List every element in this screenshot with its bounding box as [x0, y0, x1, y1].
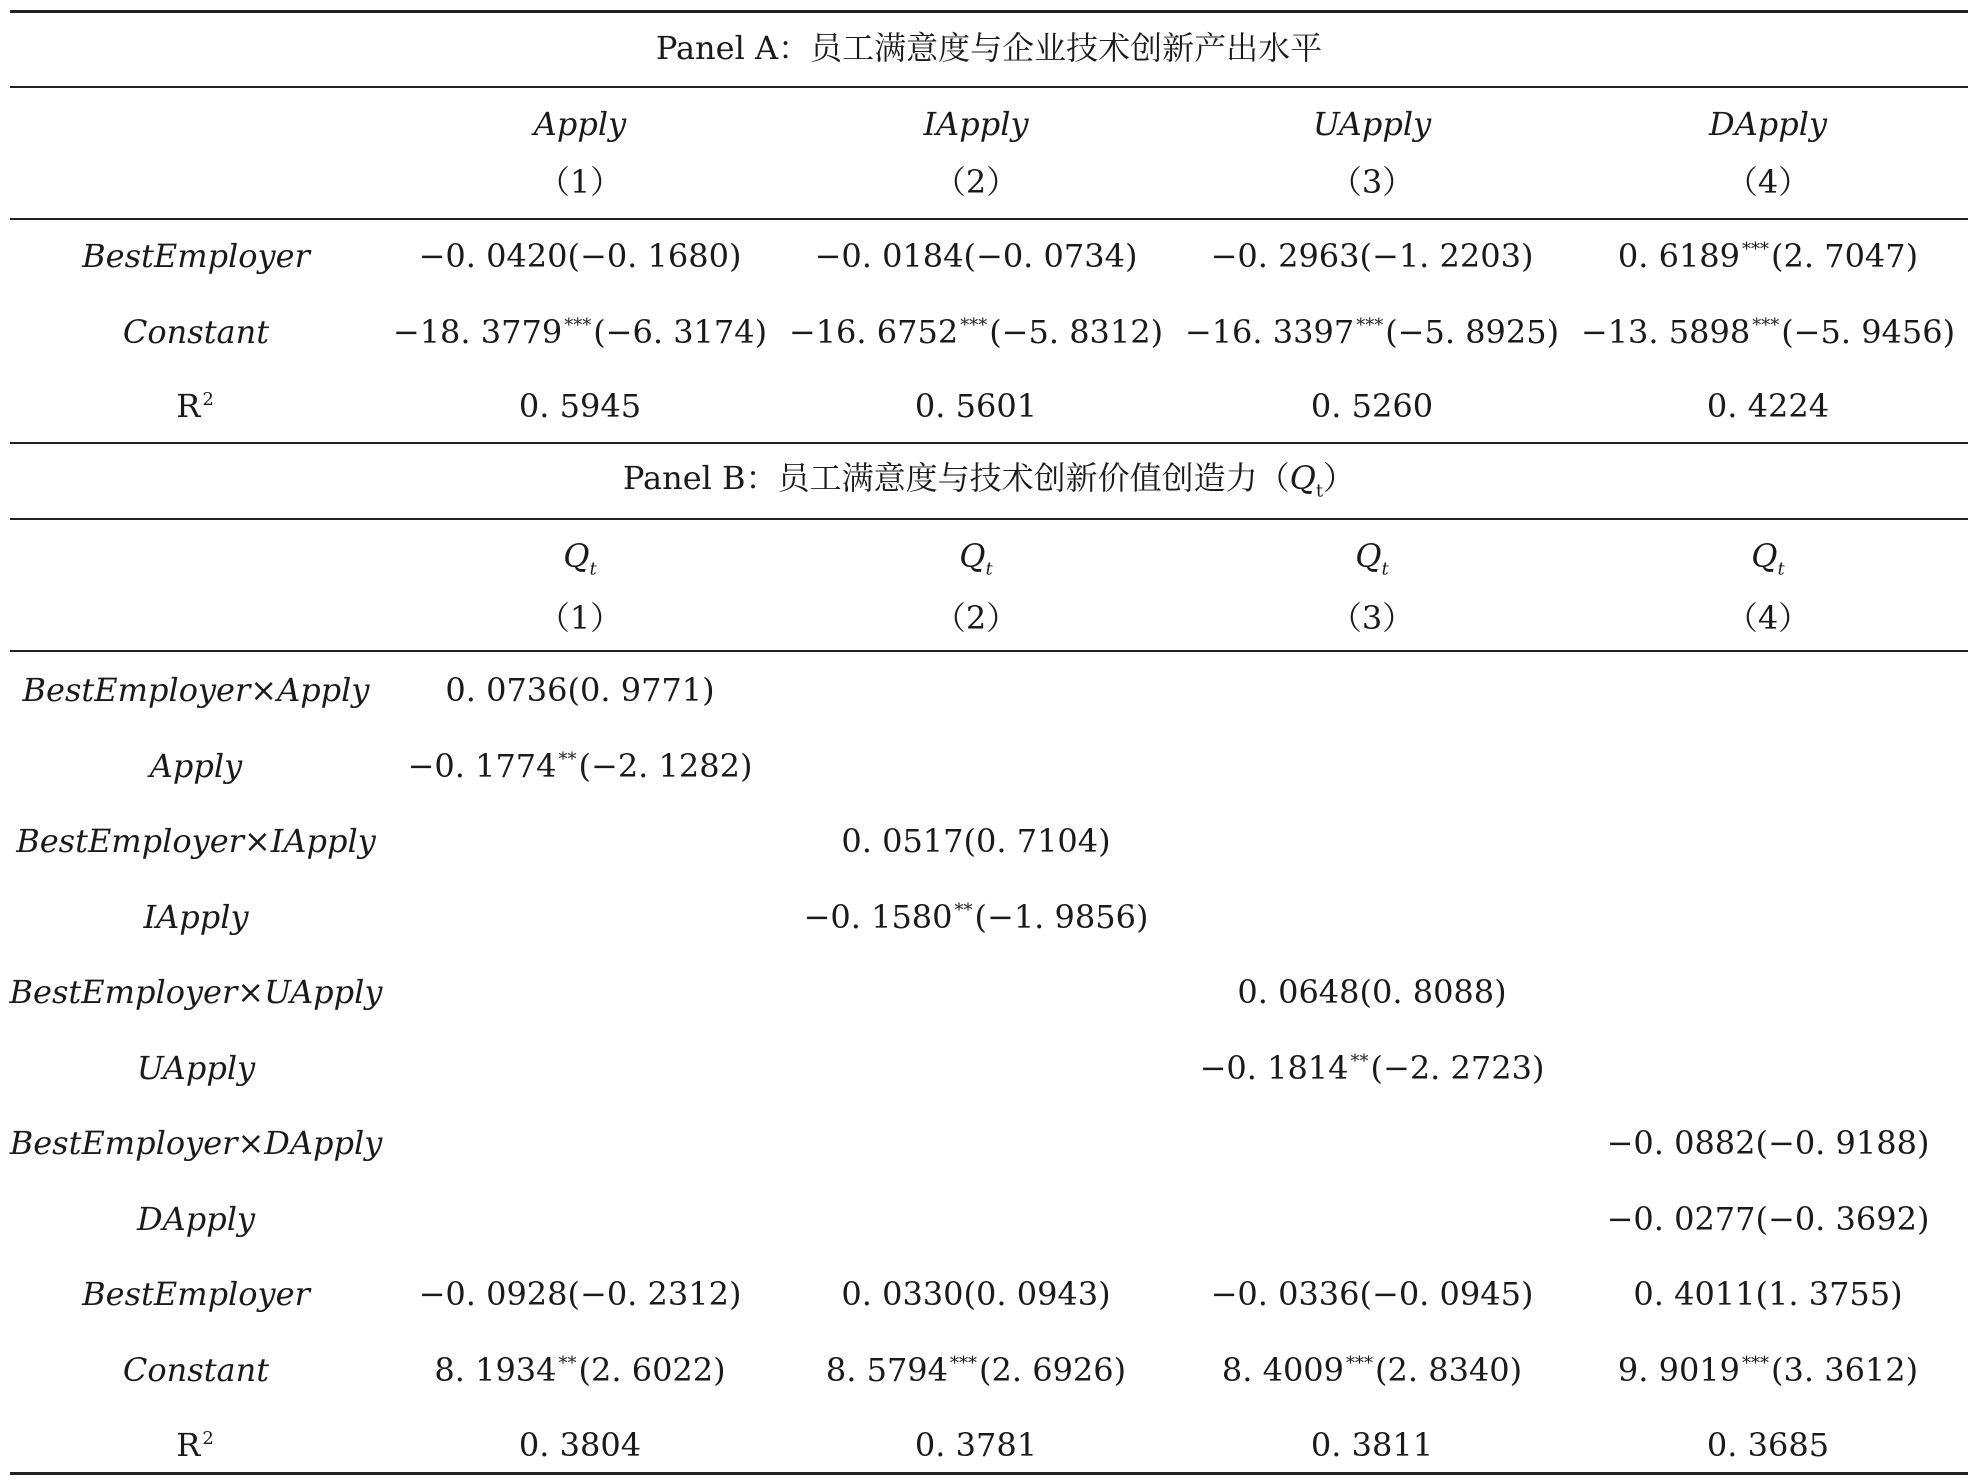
panel-a-header-4: DApply: [1708, 105, 1828, 143]
row-label-text: BestEmployer×DApply: [9, 1124, 383, 1162]
coefficient: −0. 0882: [1606, 1124, 1756, 1162]
header-var: Q: [959, 537, 986, 575]
row-label-text: DApply: [136, 1199, 256, 1238]
panel-b-row-label: [176, 1425, 216, 1465]
top-rule: [10, 10, 1968, 13]
panel-b-row-label: [82, 1274, 310, 1314]
coefficient: 0. 4224: [1706, 387, 1830, 425]
coefficient: 8. 1934: [434, 1350, 557, 1389]
row-label-text: BestEmployer: [82, 237, 310, 275]
panel-b-row-label: [123, 1350, 269, 1390]
panel-b-cell: [419, 1274, 742, 1314]
panel-b-cell: [841, 1274, 1110, 1314]
row-label-text: BestEmployer×IApply: [16, 822, 376, 860]
panel-b-row-label: [16, 821, 376, 861]
significance-stars: ***: [960, 315, 988, 337]
panel-b-cell: [445, 670, 714, 710]
header-var: Q: [1751, 537, 1778, 575]
header-sub: t: [1381, 558, 1389, 580]
panel-b-colnum-4: （4）: [1725, 599, 1811, 637]
panel-a-cell: [815, 236, 1138, 276]
panel-b-cell: [1311, 1425, 1433, 1465]
t-statistic: (−5. 8312): [989, 313, 1164, 351]
panel-b-cell: [1211, 1274, 1534, 1314]
panel-b-row-label: [137, 1199, 255, 1239]
coefficient: −16. 6752: [788, 313, 959, 351]
significance-stars: **: [558, 1352, 577, 1374]
coefficient: 0. 6189: [1617, 237, 1741, 275]
header-sub: t: [1777, 558, 1785, 580]
panel-b-cell: [915, 1425, 1037, 1465]
t-statistic: (−2. 2723): [1370, 1048, 1545, 1087]
coefficient: 0. 5945: [518, 387, 642, 425]
significance-stars: ***: [1752, 315, 1780, 337]
panel-a-colnum-4: （4）: [1725, 163, 1811, 201]
coefficient: 0. 4011: [1633, 1275, 1756, 1313]
panel-a-colnum-2: （2）: [933, 163, 1019, 201]
panel-b-header-2: [959, 536, 993, 580]
panel-b-title-rule: [10, 518, 1968, 520]
panel-a-cell: [1581, 312, 1955, 352]
panel-a-row-label: [123, 312, 269, 352]
panel-b-cell: [1607, 1123, 1930, 1163]
panel-b-cell: [1237, 972, 1506, 1012]
coefficient: −0. 1774: [407, 746, 557, 785]
t-statistic: (−2. 1282): [578, 746, 753, 785]
row-label-text: BestEmployer: [82, 1275, 310, 1313]
panel-a-title: Panel A：员工满意度与企业技术创新产出水平: [655, 29, 1323, 67]
panel-b-cell: [1633, 1274, 1902, 1314]
t-statistic: (0. 7104): [963, 822, 1111, 860]
coefficient: 0. 5601: [914, 387, 1038, 425]
significance-stars: **: [1350, 1050, 1369, 1072]
coefficient: −0. 0336: [1210, 1275, 1360, 1313]
panel-b-header-1: [563, 536, 597, 580]
t-statistic: (0. 9771): [567, 671, 715, 709]
coefficient: −16. 3397: [1184, 313, 1355, 351]
t-statistic: (−0. 3692): [1755, 1199, 1930, 1238]
panel-b-row-label: [10, 1123, 383, 1163]
t-statistic: (2. 8340): [1375, 1350, 1523, 1389]
coefficient: −0. 0184: [814, 237, 964, 275]
header-var: Q: [1355, 537, 1382, 575]
panel-a-cell: [419, 236, 742, 276]
row-label-text: BestEmployer×UApply: [9, 973, 383, 1011]
header-sub: t: [985, 558, 993, 580]
row-label-text: Constant: [122, 313, 270, 351]
coefficient: −13. 5898: [1580, 313, 1751, 351]
coefficient: 8. 4009: [1221, 1350, 1345, 1389]
coefficient: 0. 0330: [841, 1275, 964, 1313]
panel-b-cell: [1618, 1350, 1918, 1390]
panel-b-title-prefix: Panel B：员工满意度与技术创新价值创造力（: [622, 459, 1290, 497]
panel-b-row-label: [137, 1048, 255, 1088]
panel-a-header-1: Apply: [533, 105, 627, 143]
row-label-sup: 2: [202, 1428, 214, 1450]
panel-a-cell: [789, 312, 1163, 352]
significance-stars: ***: [1356, 315, 1384, 337]
panel-b-cell: [1707, 1425, 1829, 1465]
panel-b-row-label: [23, 670, 370, 710]
coefficient: 0. 3685: [1706, 1426, 1830, 1464]
panel-a-cell: [1185, 312, 1559, 352]
panel-b-cell: [826, 1350, 1126, 1390]
coefficient: 0. 0648: [1237, 973, 1360, 1011]
panel-a-row-label: [82, 236, 310, 276]
t-statistic: (−0. 0945): [1359, 1275, 1534, 1313]
significance-stars: **: [954, 899, 973, 921]
panel-a-cell: [393, 312, 767, 352]
t-statistic: (−0. 1680): [567, 237, 742, 275]
t-statistic: (1. 3755): [1755, 1275, 1903, 1313]
coefficient: −0. 1580: [803, 897, 953, 936]
panel-b-title-sub: t: [1315, 480, 1324, 502]
t-statistic: (−1. 9856): [974, 897, 1149, 936]
header-sub: t: [589, 558, 597, 580]
t-statistic: (−6. 3174): [593, 313, 768, 351]
panel-a-title-rule: [10, 86, 1968, 88]
panel-a-cell: [1311, 386, 1433, 426]
significance-stars: ***: [1742, 1352, 1770, 1374]
coefficient: 0. 3804: [518, 1426, 642, 1464]
row-label-text: R: [176, 387, 201, 425]
t-statistic: (−0. 9188): [1755, 1124, 1930, 1162]
panel-a-cell: [1618, 236, 1918, 276]
row-label-text: UApply: [136, 1048, 256, 1087]
coefficient: −0. 1814: [1199, 1048, 1349, 1087]
panel-b-title-suffix: ）: [1323, 459, 1356, 497]
significance-stars: ***: [1742, 239, 1770, 261]
row-label-text: Constant: [122, 1350, 270, 1389]
panel-a-row-label: [176, 386, 216, 426]
significance-stars: ***: [1346, 1352, 1374, 1374]
panel-b-cell: [1607, 1199, 1930, 1239]
panel-b-title-var: Q: [1289, 459, 1316, 497]
panel-a-cell: [915, 386, 1037, 426]
coefficient: −0. 0928: [418, 1275, 568, 1313]
coefficient: 9. 9019: [1617, 1350, 1741, 1389]
t-statistic: (−5. 8925): [1385, 313, 1560, 351]
panel-a-cell: [1211, 236, 1534, 276]
t-statistic: (0. 8088): [1359, 973, 1507, 1011]
coefficient: −0. 0277: [1606, 1199, 1756, 1238]
panel-b-cell: [408, 746, 753, 786]
coefficient: 8. 5794: [825, 1350, 949, 1389]
coefficient: −0. 2963: [1210, 237, 1360, 275]
coefficient: −18. 3779: [392, 313, 563, 351]
bottom-rule: [10, 1472, 1968, 1475]
t-statistic: (−0. 2312): [567, 1275, 742, 1313]
panel-a-cell: [519, 386, 641, 426]
panel-b-header-rule: [10, 650, 1968, 652]
t-statistic: (2. 6022): [578, 1350, 726, 1389]
significance-stars: ***: [950, 1352, 978, 1374]
row-label-sup: 2: [202, 389, 214, 411]
row-label-text: IApply: [143, 897, 249, 936]
t-statistic: (2. 6926): [979, 1350, 1127, 1389]
panel-b-header-3: [1355, 536, 1389, 580]
panel-b-cell: [841, 821, 1110, 861]
t-statistic: (2. 7047): [1771, 237, 1919, 275]
panel-a-header-rule: [10, 218, 1968, 220]
panel-b-colnum-3: （3）: [1329, 599, 1415, 637]
panel-b-row-label: [150, 746, 242, 786]
coefficient: 0. 3811: [1310, 1426, 1434, 1464]
t-statistic: (0. 0943): [963, 1275, 1111, 1313]
panel-b-row-label: [10, 972, 383, 1012]
coefficient: 0. 3781: [914, 1426, 1038, 1464]
panel-b-row-label: [143, 897, 248, 937]
coefficient: −0. 0420: [418, 237, 568, 275]
significance-stars: ***: [564, 315, 592, 337]
t-statistic: (−1. 2203): [1359, 237, 1534, 275]
panel-b-cell: [1222, 1350, 1522, 1390]
panel-b-title: [622, 458, 1356, 502]
t-statistic: (−0. 0734): [963, 237, 1138, 275]
panel-a-header-2: IApply: [923, 105, 1029, 143]
row-label-text: BestEmployer×Apply: [22, 671, 370, 709]
significance-stars: **: [558, 748, 577, 770]
t-statistic: (−5. 9456): [1781, 313, 1956, 351]
coefficient: 0. 5260: [1310, 387, 1434, 425]
row-label-text: Apply: [149, 746, 243, 785]
panel-a-colnum-3: （3）: [1329, 163, 1415, 201]
row-label-text: R: [176, 1426, 201, 1464]
panel-a-colnum-1: （1）: [537, 163, 623, 201]
t-statistic: (3. 3612): [1771, 1350, 1919, 1389]
panel-a-cell: [1707, 386, 1829, 426]
panel-b-cell: [519, 1425, 641, 1465]
panel-b-colnum-1: （1）: [537, 599, 623, 637]
header-var: Q: [563, 537, 590, 575]
panel-b-cell: [804, 897, 1149, 937]
panel-a-header-3: UApply: [1312, 105, 1432, 143]
panel-a-bottom-rule: [10, 442, 1968, 444]
panel-b-cell: [434, 1350, 725, 1390]
coefficient: 0. 0517: [841, 822, 964, 860]
panel-b-header-4: [1751, 536, 1785, 580]
panel-b-colnum-2: （2）: [933, 599, 1019, 637]
coefficient: 0. 0736: [445, 671, 568, 709]
panel-b-cell: [1200, 1048, 1545, 1088]
